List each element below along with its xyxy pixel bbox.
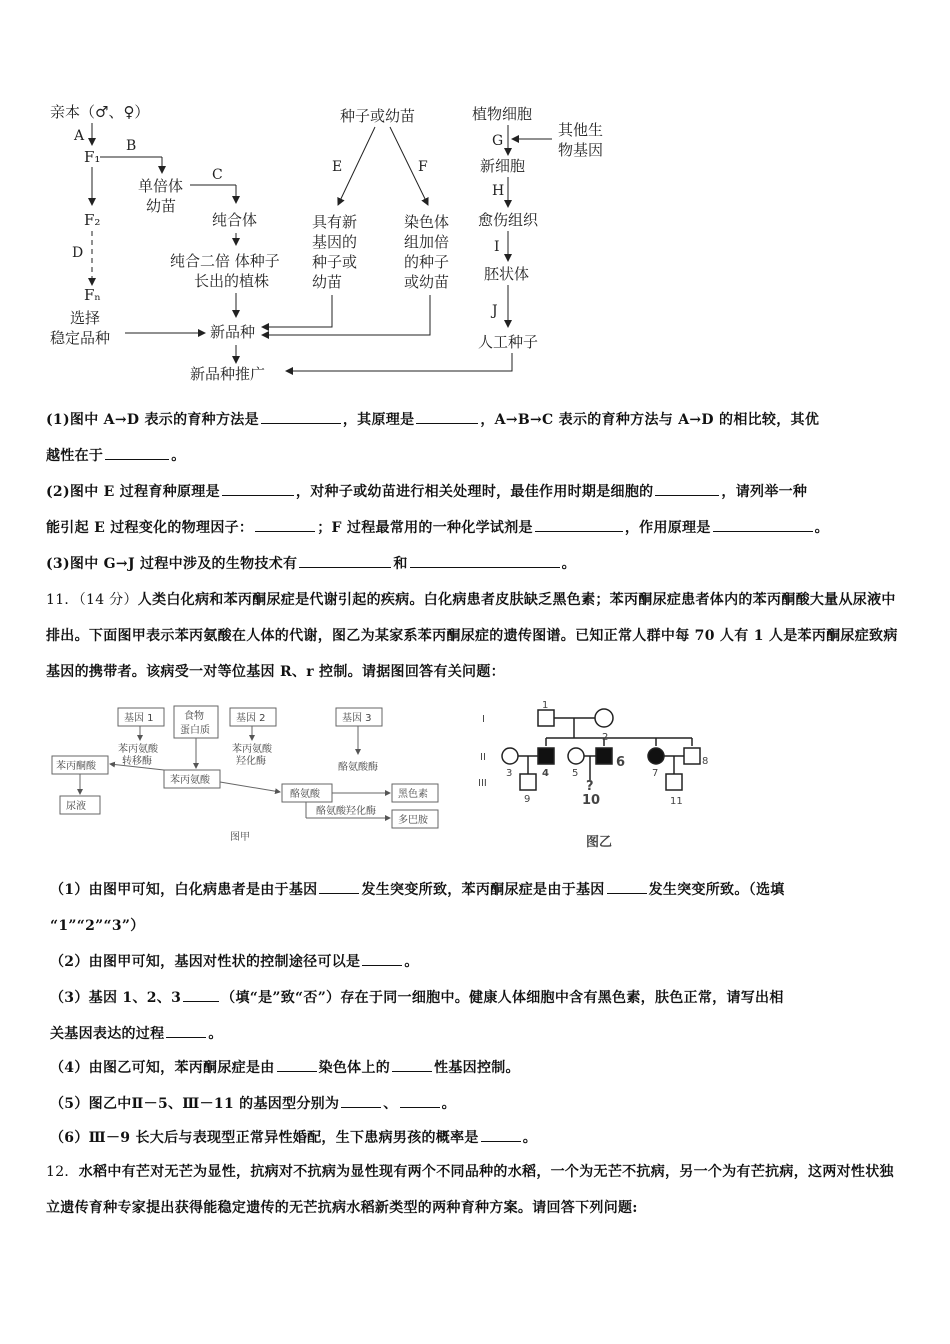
gen-iii-label: III [478, 778, 487, 789]
gen-ii-label: II [480, 752, 486, 763]
id-2: 2 [602, 732, 609, 743]
id-11: 11 [670, 796, 683, 807]
fn-label: Fₙ [84, 286, 101, 304]
q11-sub2: （2）由图甲可知，基因对性状的控制途径可以是 。 [50, 944, 910, 980]
new-gene-line4: 幼苗 [312, 273, 343, 291]
pedigree-female-7-affected [648, 748, 664, 764]
homozygote-label: 纯合体 [212, 211, 258, 229]
q11-sub4: （4）由图乙可知，苯丙酮尿症是由 染色体上的 性基因控制。 [50, 1050, 910, 1086]
blank[interactable] [535, 517, 623, 532]
enzyme1b-label: 转移酶 [122, 756, 152, 767]
new-gene-line2: 基因的 [312, 233, 358, 251]
step-g-label: G [492, 133, 504, 149]
food-label: 食物 [184, 711, 204, 722]
pedigree-male-4-affected [538, 748, 554, 764]
id-10: 10 [582, 793, 601, 808]
blank[interactable] [392, 1057, 432, 1072]
blank[interactable] [416, 409, 478, 424]
blank[interactable] [319, 879, 359, 894]
blank[interactable] [183, 987, 219, 1002]
blank[interactable] [299, 553, 391, 568]
id-9: 9 [524, 794, 531, 805]
tyrosinase-label: 酪氨酸酶 [338, 762, 378, 773]
tyrosine-label: 酪氨酸 [290, 789, 320, 800]
polyploid-line3: 的种子 [404, 253, 450, 271]
enzyme1a-label: 苯丙氨酸 [118, 744, 158, 755]
step-b-label: B [126, 138, 137, 154]
select-label: 选择 [70, 309, 101, 327]
diploid-plant-label: 长出的植株 [194, 272, 270, 290]
blank[interactable] [362, 951, 402, 966]
pedigree-male-9 [520, 774, 536, 790]
pedigree-female-2 [595, 709, 613, 727]
step-c-label: C [212, 167, 223, 183]
pedigree-male-11 [666, 774, 682, 790]
q10-part2: (2)图中 E 过程育种原理是 ，对种子或幼苗进行相关处理时，最佳作用时期是细胞的 ，请列举一种 能引起 E 过程变化的物理因子： ；F 过程最常用的一种化学试剂是 ，作用原理是 。 [46, 474, 906, 546]
artificial-seed-label: 人工种子 [478, 333, 539, 351]
pedigree-male-1 [538, 710, 554, 726]
blank[interactable] [222, 481, 294, 496]
pedigree-female-3 [502, 748, 518, 764]
diploid-seed-label: 纯合二倍 体种子 [170, 252, 280, 270]
q11-sub3: （3）基因 1、2、3 （填“是”致“否”）存在于同一细胞中。健康人体细胞中含有黑色素，肤色正常，请写出相 关基因表达的过程 。 [50, 980, 910, 1052]
step-a-label: A [74, 128, 85, 144]
step-h-label: H [492, 183, 505, 199]
fig-jia-caption: 图甲 [230, 832, 250, 843]
promotion-label: 新品种推广 [190, 365, 266, 383]
blank[interactable] [607, 879, 647, 894]
polyploid-line2: 组加倍 [404, 233, 450, 251]
new-variety-label: 新品种 [210, 323, 256, 341]
dopamine-label: 多巴胺 [398, 815, 428, 826]
pedigree-chart [476, 700, 716, 860]
q11-figures [46, 700, 906, 860]
embryoid-label: 胚状体 [484, 265, 530, 283]
enzyme2a-label: 苯丙氨酸 [232, 744, 272, 755]
blank[interactable] [261, 409, 341, 424]
new-cell-label: 新细胞 [480, 157, 526, 175]
gene1-label: 基因 1 [124, 713, 154, 724]
urine-label: 尿液 [66, 801, 86, 812]
q11-intro: 11．（14 分）人类白化病和苯丙酮尿症是代谢引起的疾病。白化病患者皮肤缺乏黑色素；苯丙酮尿症患者体内的苯丙酮酸大量从尿液中排出。下面图甲表示苯丙氨酸在人体的代谢，图乙为某家系苯丙酮尿症的遗传图谱。已知正常人群中每 70 人有 1 人是苯丙酮尿症致病基因的携带者。该病受一对等位基因 R、r 控制。请据图回答有关问题： [46, 592, 898, 680]
breeding-diagram [40, 95, 620, 395]
polyploid-line1: 染色体 [404, 213, 450, 231]
step-e-label: E [332, 159, 343, 175]
other-gene-line2: 物基因 [558, 141, 604, 159]
callus-label: 愈伤组织 [478, 211, 539, 229]
new-gene-line3: 种子或 [312, 253, 358, 271]
seed-seedling-label: 种子或幼苗 [340, 107, 416, 125]
phenylpyruvate-label: 苯丙酮酸 [56, 761, 96, 772]
pedigree-female-5 [568, 748, 584, 764]
blank[interactable] [255, 517, 315, 532]
blank[interactable] [400, 1093, 440, 1108]
metabolism-diagram [46, 700, 446, 860]
protein-label: 蛋白质 [180, 725, 210, 736]
seedling-label: 幼苗 [146, 197, 177, 215]
f1-label: F₁ [84, 148, 101, 166]
stable-variety-label: 稳定品种 [50, 329, 111, 347]
hydroxylase-label: 酪氨酸羟化酶 [316, 806, 376, 817]
q11-sub1: （1）由图甲可知，白化病患者是由于基因 发生突变所致，苯丙酮尿症是由于基因 发生突变所致。（选填 “1”“2”“3”） [50, 872, 910, 944]
q11-sub6: （6）Ⅲ－9 长大后与表现型正常异性婚配，生下患病男孩的概率是 。 [50, 1120, 910, 1156]
id-4: 4 [542, 768, 549, 779]
step-j-label: J [492, 303, 498, 319]
q10-part3: (3)图中 G→J 过程中涉及的生物技术有 和 。 [46, 546, 906, 582]
blank[interactable] [713, 517, 813, 532]
id-10-unknown: ? [586, 779, 594, 794]
pedigree-male-8 [684, 748, 700, 764]
gene3-label: 基因 3 [342, 713, 372, 724]
q11-sub5: （5）图乙中Ⅱ－5、Ⅲ－11 的基因型分别为 、 。 [50, 1086, 910, 1122]
q12: 12．水稻中有芒对无芒为显性，抗病对不抗病为显性现有两个不同品种的水稻，一个为无芒不抗病，另一个为有芒抗病，这两对性状独立遗传育种专家提出获得能稳定遗传的无芒抗病水稻新类型的两种育种方案。请回答下列问题: [46, 1164, 894, 1216]
haploid-label: 单倍体 [138, 177, 184, 195]
blank[interactable] [166, 1023, 206, 1038]
q10-part1: (1)图中 A→D 表示的育种方法是 ，其原理是 ，A→B→C 表示的育种方法与 A→D 的相比较，其优 越性在于 。 [46, 402, 906, 474]
plant-cell-label: 植物细胞 [472, 105, 533, 123]
polyploid-line4: 或幼苗 [404, 273, 450, 291]
gen-i-label: I [482, 714, 485, 725]
id-1: 1 [542, 700, 549, 711]
blank[interactable] [655, 481, 719, 496]
phenylalanine-label: 苯丙氨酸 [170, 775, 210, 786]
blank[interactable] [481, 1127, 521, 1142]
id-6: 6 [616, 755, 626, 770]
id-7: 7 [652, 768, 659, 779]
id-5: 5 [572, 768, 579, 779]
id-3: 3 [506, 768, 513, 779]
melanin-label: 黑色素 [398, 789, 428, 800]
pedigree-male-6-affected [596, 748, 612, 764]
blank[interactable] [105, 445, 169, 460]
new-gene-line1: 具有新 [312, 213, 358, 231]
fig-yi-caption: 图乙 [586, 835, 613, 850]
other-gene-line1: 其他生 [558, 121, 604, 139]
gene2-label: 基因 2 [236, 713, 266, 724]
step-d-label: D [72, 245, 84, 261]
blank[interactable] [341, 1093, 381, 1108]
blank[interactable] [277, 1057, 317, 1072]
enzyme2b-label: 羟化酶 [236, 756, 266, 767]
parent-label: 亲本（♂、♀） [50, 103, 150, 121]
id-8: 8 [702, 756, 709, 767]
blank[interactable] [410, 553, 560, 568]
f2-label: F₂ [84, 211, 101, 229]
step-i-label: I [494, 239, 500, 255]
step-f-label: F [418, 159, 428, 175]
